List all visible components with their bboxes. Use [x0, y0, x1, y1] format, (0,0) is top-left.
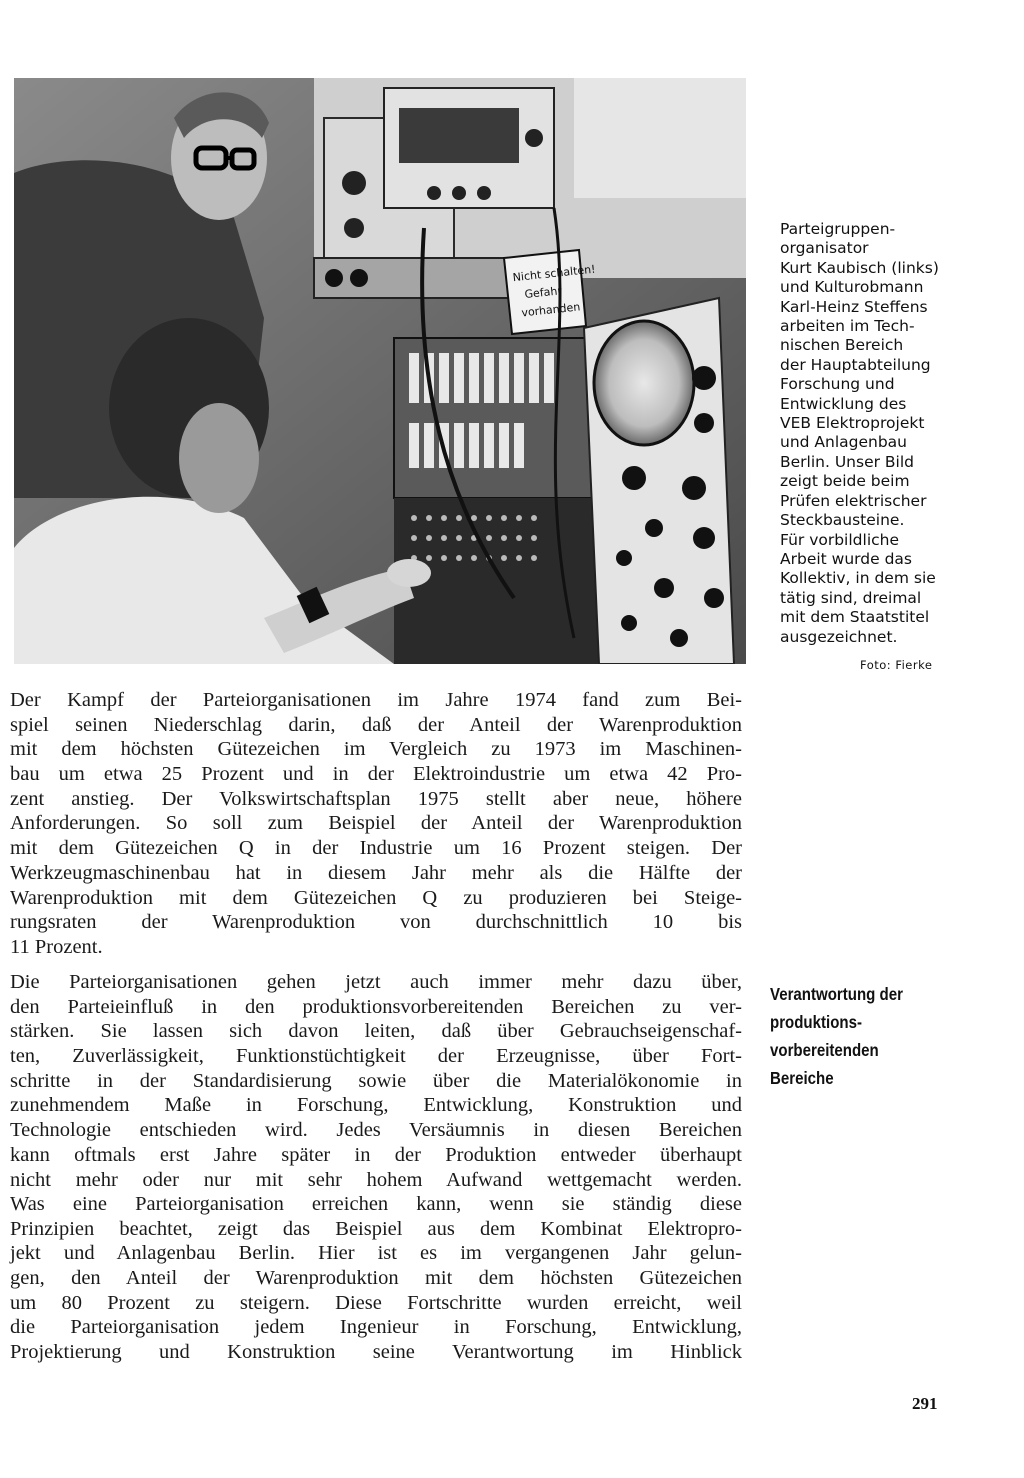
sign-line-2: Gefahr: [523, 284, 563, 302]
body-paragraph-1: [10, 688, 742, 960]
caption-line: Karl-Heinz Steffens: [780, 297, 928, 316]
page-number: 291: [912, 1394, 938, 1413]
text-line: zunehmendem Maße in Forschung, Entwicklung, Konstruktion und: [10, 1094, 742, 1117]
text-line: die Parteiorganisation jedem Ingenieur in Forschung, Entwicklung,: [10, 1316, 742, 1339]
text-line: Anforderungen. So soll zum Beispiel der Anteil der Warenproduktion: [10, 812, 742, 835]
caption-line: Parteigruppen-: [780, 220, 896, 238]
text-line: Die Parteiorganisationen gehen jetzt auch immer mehr dazu über,: [10, 971, 742, 993]
caption-line: nischen Bereich: [780, 336, 904, 355]
sign-line-3: vorhanden: [520, 300, 581, 320]
caption-line: der Hauptabteilung: [780, 355, 931, 374]
text-line: jekt und Anlagenbau Berlin. Hier ist es im vergangenen Jahr gelun-: [10, 1242, 742, 1265]
caption-line: Kollektiv, in dem sie: [780, 569, 936, 588]
text-line: kann oftmals erst Jahre später in der Produktion entweder überhaupt: [10, 1143, 742, 1166]
caption-line: ausgezeichnet.: [780, 627, 898, 646]
side-heading-line: Verantwortung der: [770, 984, 903, 1004]
photo-scene: [14, 78, 746, 664]
side-heading-line: produktions-: [770, 1012, 862, 1032]
text-line: Projektierung und Konstruktion seine Verantwortung im Hinblick: [10, 1341, 742, 1364]
text-line: 11 Prozent.: [10, 935, 103, 958]
caption-line: Für vorbildliche: [780, 530, 900, 549]
photo-caption: [780, 220, 980, 647]
text-line: mit dem Gütezeichen Q in der Industrie um 16 Prozent steigen. Der: [10, 837, 742, 860]
photograph: [14, 78, 746, 664]
caption-line: und Kulturobmann: [780, 278, 924, 297]
text-line: ten, Zuverlässigkeit, Funktionstüchtigkeit der Erzeugnisse, über Fort-: [10, 1045, 742, 1068]
caption-line: Steckbausteine.: [780, 511, 905, 530]
text-line: um 80 Prozent zu steigern. Diese Fortschritte wurden erreicht, weil: [10, 1291, 742, 1314]
text-line: mit dem höchsten Gütezeichen im Vergleich zu 1973 im Maschinen-: [10, 738, 742, 761]
caption-line: Forschung und: [780, 375, 895, 394]
side-heading-line: Bereiche: [770, 1068, 834, 1088]
text-line: Warenproduktion mit dem Gütezeichen Q zu produzieren bei Steige-: [10, 886, 742, 909]
caption-line: VEB Elektroprojekt: [780, 414, 925, 433]
text-line: den Parteieinfluß in den produktionsvorbereitenden Bereichen zu ver-: [10, 995, 742, 1018]
caption-line: Prüfen elektrischer: [780, 491, 927, 510]
photo-credit: Foto: Fierke: [860, 658, 933, 672]
text-line: Prinzipien beachtet, zeigt das Beispiel aus dem Kombinat Elektropro-: [10, 1217, 742, 1240]
caption-line: zeigt beide beim: [780, 472, 910, 491]
sign-line-1: Nicht schalten!: [512, 262, 597, 285]
caption-line: mit dem Staatstitel: [780, 608, 930, 627]
text-line: stärken. Sie lassen sich davon leiten, daß über Gebrauchseigenschaf-: [10, 1020, 742, 1043]
side-heading-line: vorbereitenden: [770, 1040, 879, 1060]
text-line: schritte in der Standardisierung sowie über die Materialökonomie in: [10, 1069, 742, 1092]
caption-line: und Anlagenbau: [780, 433, 908, 452]
text-line: nicht mehr oder nur mit sehr hohem Aufwand wettgemacht werden.: [10, 1168, 742, 1191]
caption-line: arbeiten im Tech-: [780, 317, 915, 336]
caption-line: Kurt Kaubisch (links): [780, 258, 939, 277]
text-line: rungsraten der Warenproduktion von durchschnittlich 10 bis: [10, 911, 742, 934]
caption-line: Arbeit wurde das: [780, 549, 912, 568]
text-line: bau um etwa 25 Prozent und in der Elektroindustrie um etwa 42 Pro-: [10, 763, 742, 786]
text-line: spiel seinen Niederschlag darin, daß der Anteil der Warenproduktion: [10, 713, 742, 736]
text-line: zent anstieg. Der Volkswirtschaftsplan 1975 stellt aber neue, höhere: [10, 787, 742, 810]
caption-line: Berlin. Unser Bild: [780, 452, 914, 471]
text-line: Werkzeugmaschinenbau hat in diesem Jahr mehr als die Hälfte der: [10, 861, 742, 884]
caption-line: organisator: [780, 239, 869, 258]
body-paragraph-2: [10, 970, 742, 1192]
side-heading: [770, 980, 903, 1092]
text-line: gen, den Anteil der Warenproduktion mit dem höchsten Gütezeichen: [10, 1267, 742, 1290]
body-paragraph-3: [10, 1192, 742, 1365]
caption-line: Entwicklung des: [780, 394, 907, 413]
text-line: Was eine Parteiorganisation erreichen kann, wenn sie ständig diese: [10, 1193, 742, 1215]
text-line: Der Kampf der Parteiorganisationen im Jahre 1974 fand zum Bei-: [10, 689, 742, 711]
text-line: Technologie entschieden wird. Jedes Versäumnis in diesen Bereichen: [10, 1119, 742, 1142]
caption-line: tätig sind, dreimal: [780, 588, 922, 607]
